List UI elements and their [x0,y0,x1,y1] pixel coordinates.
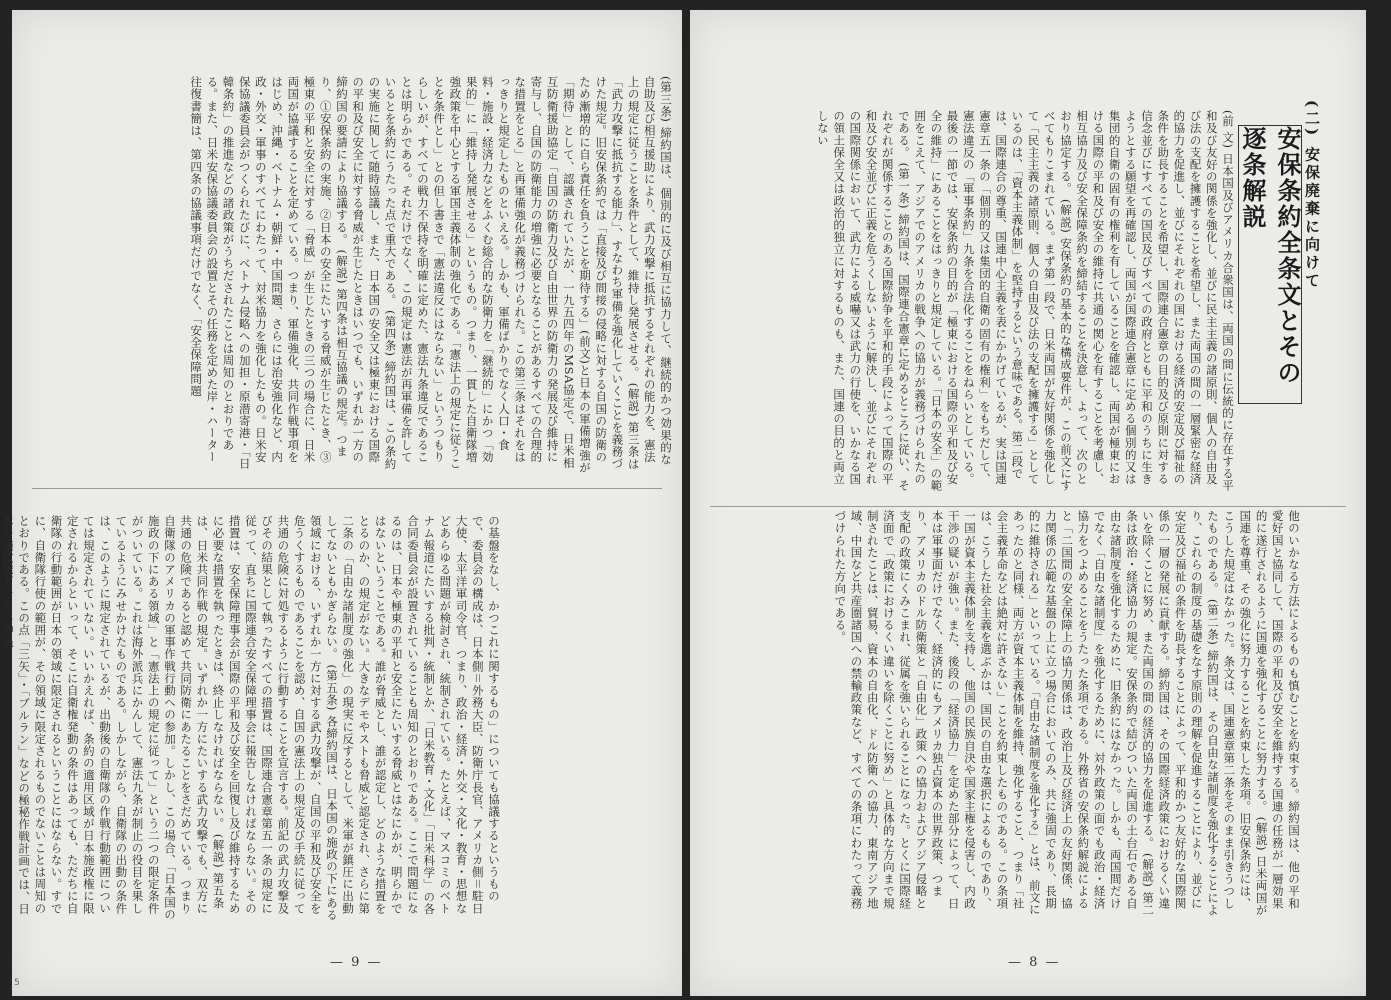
left-page-lower-text [0,515,502,923]
right-page-column-divider [710,506,1346,507]
left-page-column-divider [32,488,662,489]
right-page-upper-body: (前 文) 日本国及びアメリカ合衆国は、両国の間に伝統的に存在する平和及び友好の関係を強化し、並びに民主主義の諸原則、個人の自由及び法の支配を擁護することを希望し、また両国の間の一層緊密な経済的協力を促進し、並びにそれぞれの国における経済的安定及び福祉の条件を助長することを希望し、国際連合憲章の目的及び原則に対する信念並びにすべての国民及びすべての政府とともに平和のうちに生きようとする願望を再確認し、両国が国際連合憲章に定める個別的又は集団的自衛の固有の権利を有していることを確認し、両国が極東における国際の平和及び安全の維持に共通の関心を有することを考慮し、相互協力及び安全保障条約を締結することを決意し、よって、次のとおり協定する。 (解説) 安保条約の基本的な構成要件が、この前文にすべてもりこまれている。まず第一段で、日米両国が友好関係を強化して「民主主義の諸原則、個人の自由及び法の支配を擁護する」としているのは、「資本主義体制」を堅持するという意味である。第二段では、国際連合の尊重、国連中心主義を表にかかげているが、実は国連憲章五一条の「個別的又は集団的自衛の固有の権利」をもちだして、憲法違反の「軍事条約」九条を合法化することをねらいとしている。最後の一節では、安保条約の目的が「極東における国際の平和及び安全の維持」にあることをはっきりと規定している。「日本の安全」の範囲をこえて、アジアでのアメリカの戦争への協力が義務づけられたのである。 (第一条) 締約国は、国際連合憲章に定めるところに従い、それぞれが関係することのある国際紛争を平和的手段によって国際の平和及び安全並びに正義を危うくしないように解決し、並びにそれぞれの国際関係において、武力による威嚇又は武力の行使を、いかなる国の領土保全又は政治的独立に対するものも、また、国連の目的と両立しない [815,110,1235,492]
right-page-number: — 8 — [1008,955,1061,970]
left-page-number: — 9 — [330,955,383,970]
right-page [690,10,1366,996]
right-page-lower-text [732,510,1302,920]
left-page-corner-mark: 5 [14,978,20,988]
title-box [1238,125,1302,404]
section-label: (二) 安保廃棄に向けて [1303,100,1321,291]
left-page-upper-body: (第三条) 締約国は、個別的に及び相互に協力して、継続的かつ効果的な自助及び相互援助により、武力攻撃に抵抗するそれぞれの能力を、憲法上の規定に従うことを条件として、維持し発展させる。 (解説) 第三条は「武力攻撃に抵抗する能力」、すなわち軍備を強化していくことを義務づけた規定。旧安保条約では「直接及び間接の侵略に対する自国の防衛のため漸増的に自ら責任を負うことを期待する」(前文)と日本の軍備増強が「期待」として、認識されていたが、一九五四年のMSA協定で、日米相互防衛援助協定「自国の防衛力及び自由世界の防衛力の発展及び維持に寄与し、自国の防衛能力の増強に必要となることがあるすべての合理的な措置をとる」と再軍備強化が義務づけられた。この第三条はそれをはっきりと規定したものといえる。しかも、軍備ばかりでなく人口・食料・施設・経済力などをふくむ総合的な防衛力を「継続的」にかつ「効果的」に「維持し発展させる」というもの。つまり、一貫した自衛隊増強政策を中心とする軍国主義体制の強化である。「憲法上の規定に従うことを条件とし」との但し書きで「憲法違反にはならない」というつもりらしいが、すべての戦力不保持を明確に定めた、憲法九条違反であることは明らかである。それだけでなく、この規定は憲法が再軍備を許しているとを条約にうたった点で重大である。 (第四条) 締約国は、この条約の実施に関して随時協議し、また、日本国の安全又は極東における国際の平和及び安全に対する脅威が生じたときはいつでも、いずれか一方の締約国の要請により協議する。 (解説) 第四条は相互協議の規定。つまり、①安保条約の実施、②日本の安全にたいする脅威が生じたとき、③極東の平和と安全に対する「脅威」が生じたときの三つの場合に、日米両国が協議することを定めている。つまり、軍備強化、共同作戦事項をはじめ、沖縄・ベトナム・朝鮮・中国問題、さらには治安強化など、内政・外交・軍事のすべてにわたって、対米協力を強化したもの。日米安保協議委員会がつくられたびに、ベトナム侵略への加担・原潜寄港・「日韓条約」の推進などの諸政策がうちだされたことは周知のとおりである。また、日米安保協議委員会の設置とその任務を定めた岸・ハーター往復書簡は、第四条の協議事項だけでなく、「安全保障問題 [189,76,673,474]
left-page-upper-text [79,76,674,474]
left-page [0,10,682,996]
page-title: 安保条約全条文とその逐条解説 [1238,126,1302,386]
right-page-upper-text [815,110,1236,495]
right-page-lower-body: 他のいかなる方法によるものも慎むことを約束する。締約国は、他の平和愛好国と協同して、国際の平和及び安全を維持する国連の任務が一層効果的に遂行されるように国連を強化することに努力する。 (解説) 日米両国が国連を尊重、その強化に努力することを約束した条項。旧安保条約には、こうした規定はなかった。条文は、国連憲章第二条をそのまま引きうつしたものである。 (第二条) 締約国は、その自由な諸制度を強化することにより、これらの制度の基礎をなす原則の理解を促進することにより、並びに安定及び福祉の条件を助長することによって、平和的かつ友好的な国際関係の一層の発展に貢献する。締約国は、その国際経済政策におけるくい違いを除くことに努め、また両国の間の経済的協力を促進する。 (解説) 第二条は政治・経済協力の規定。安保条約で結びついた両国の土台石である自由な諸制度を強化するために、旧条約にはなかった。しかも、両国間だけでなく「自由な諸制度」を強化するために、対外政策の面でも政治・経済協力をつよめることをうたった条項である。外務省の安保条約解説によると「二国間の安全保障上の協力関係は、政治上及び経済上の友好関係、協力関係の広範な基盤の上に立つ場合においてのみ、共に強固であり、長期的に維持される」といっている。「自由な諸制度を強化する」とは、前文にあったのと同様、両方が資本主義体制を維持、強化すること、つまり「社会主義革命などは絶対に許さない」ことを約束したものである。この条項は、こうした社会主義を選ぶかは、国民の自由な選択によるものであり、一国が資本主義体制を支持し、他国の民族自決や国家主権を侵害し、内政干渉の疑いが強い。また、後段の「経済協力」を定めた部分によって、日本は軍事面だけでなく、経済的にもアメリカ独占資本の世界政策、つまり、アメリカのドル防衛策と「自由化」政策への協力およびアジア侵略と支配の政策にくみこまれ、従属を強いられることになった。とくに国際経済面で「政策におけるくい違いを除くことに努め」と具体的な方向まで規制されたことは、貿易、資本の自由化、ドル防衛への協力、東南アジア地域、中国など共産圏諸国への禁輸政策など、すべての条項にわたって義務づけられた方向である。 [833,510,1301,916]
left-page-lower-body: の基盤をなし、かつこれに関するもの」についても協議するというもので、委員会の構成は、日本側＝外務大臣、防衛庁長官、アメリカ側＝駐日大使、太平洋軍司令官、つまり、政治・経済・外交・文化・教育・思想などあらゆる問題が検討され、統制されている。たとえば、マスコミのベトナム報道にたいする批判・統制とか、「日米教育・文化」「日米科学」の各合同委員会が設置されていることも周知のとおりである。ここで問題になるのは、日本や極東の平和と安全にたいする脅威とはなにかが、明らかではないということである。誰が脅威とし、誰が認定し、どのような措置をとるのか、の規定がない。大きなデモやストも脅威と認定され、さらに第二条の「自由な諸制度の強化」の現実に反するとして、米軍が鎮圧に出動してないともかぎらない。 (第五条) 各締約国は、日本国の施政の下にある領域における、いずれか一方に対する武力攻撃が、自国の平和及び安全を危うくするものであることを認め、自国の憲法上の規定及び手続に従って共通の危険に対処するように行動することを宣言する。前記の武力攻撃及びその結果として執ったすべての措置は、国際連合憲章第五一条の規定に従って、直ちに国際連合安全保障理事会に報告しなければならない。その措置は、安全保障理事会が国際の平和及び安全を回復し及び維持するために必要な措置を執ったときは、終止しなければならない。 (解説) 第五条は、日米共同作戦の規定。いずれか一方にたいする武力攻撃でも、双方に共通の危険であると認めて共同防衛にあたることをさだめている。つまり自衛隊のアメリカの軍事作戦行動への参加。しかし、この場合、「日本国の施政の下にある領域」と「憲法上の規定に従って」という二つの限定条件がついている。これは海外派兵にかんして、憲法九条が制止の役目を果しているようにみせかけたものである。しかしながら、自衛隊の出動の条件は、このように規定されているが、出動後の自衛隊の作戦行動範囲については規定されていない。いいかえれば、条約の適用区域が日本施政権に限定されるからといって、そこに自衛権発動の条件はあっても、ただちに自衛隊の行動範囲が日本の領域に限定されるということにはならない。すでに、自衛隊行使の範囲が、その領域に限定されるものでないことは周知のとおりである。この点「三矢」・「ブルラン」などの極秘作戦計画では、日本の施政権下でない沖縄 [0,515,501,921]
